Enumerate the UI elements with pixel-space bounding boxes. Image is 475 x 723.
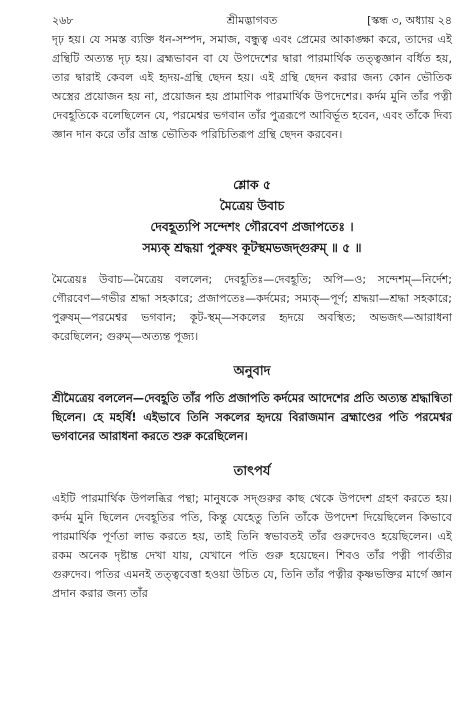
purport-heading: তাৎপর্য: [233, 464, 271, 479]
translation-text: শ্রীমৈত্রেয় বললেন—দেবহূতি তাঁর পতি প্রজাপতি কর্দমের আদেশের প্রতি অত্যন্ত শ্রদ্ধান্বিতা ছিলেন। হে মহর্ষি! এইভাবে তিনি সকলের হৃদয়ে বিরাজমান ব্রহ্মাণ্ডের পতি পরমেশ্বর ভগবানের আরাধনা করতে শুরু করেছিলেন।: [52, 392, 452, 443]
verse-heading: শ্লোক ৫: [233, 177, 271, 192]
book-title: শ্রীমদ্ভাগবত: [226, 14, 278, 27]
purport-text: এইটি পারমার্থিক উপলব্ধির পন্থা; মানুষকে সদ্গুরুর কাছ থেকে উপদেশ গ্রহণ করতে হয়। কর্দম মুনি ছিলেন দেবহূতির পতি, কিন্তু যেহেতু তিনি তাঁকে উপদেশ দিয়েছিলেন কিভাবে পারমার্থিক পূর্ণতা লাভ করতে হয়, তাই তিনি স্বভাবতই তাঁর গুরুদেবও হয়েছিলেন। এই রকম অনেক দৃষ্টান্ত দেখা যায়, যেখানে পতি গুরু হয়েছেন। শিবও তাঁর পত্নী পার্বতীর গুরুদেব। পতির এমনই তত্ত্ববেত্তা হওয়া উচিত যে, তিনি তাঁর পত্নীর কৃষ্ণভক্তির মার্গে জ্ঞান প্রদান করার জন্য তাঁর: [52, 492, 452, 600]
verse-block: [52, 174, 452, 258]
intro-paragraph: দৃঢ় হয়। যে সমস্ত ব্যক্তি ধন-সম্পদ, সমাজ, বন্ধুত্ব এবং প্রেমের আকাঙ্ক্ষা করে, তাদের এই গ্রন্থিটি অত্যন্ত দৃঢ় হয়। ব্রহ্মভাবন বা যে উপদেশের দ্বারা পারমার্থিক তত্ত্বজ্ঞান বর্ধিত হয়, তার দ্বারাই কেবল এই হৃদয়-গ্রন্থি ছেদন হয়। এই গ্রন্থি ছেদন করার জন্য কোন ভৌতিক অস্ত্রের প্রয়োজন হয় না, প্রয়োজন হয় প্রামাণিক পারমার্থিক উপদেশের। কর্দম মুনি তাঁর পত্নী দেবহূতিকে বলেছিলেন যে, পরমেশ্বর ভগবান তাঁর পুত্ররূপে আবির্ভূত হবেন, এবং তাঁকে দিব্য জ্ঞান দান করে তাঁর ভ্রান্ত ভৌতিক পরিচিতিরূপ গ্রন্থি ছেদন করবেন।: [52, 33, 452, 141]
page-number: ২৬৮: [52, 14, 74, 27]
synonyms: মৈত্রেয়ঃ উবাচ—মৈত্রেয় বললেন; দেবহূতিঃ—দেবহূতি; অপি—ও; সন্দেশম্—নির্দেশ; গৌরবেণ—গভীর শ্রদ্ধা সহকারে; প্রজাপতেঃ—কর্দমের; সম্যক্—পূর্ণ; শ্রদ্ধয়া—শ্রদ্ধা সহকারে; পুরুষম্—পরমেশ্বর ভগবান; কূট-স্থম্—সকলের হৃদয়ে অবস্থিত; অভজৎ—আরাধনা করেছিলেন; গুরুম্—অত্যন্ত পূজ্য।: [52, 273, 452, 343]
verse-line: সম্যক্ শ্রদ্ধয়া পুরুষং কূটস্থমভজদ্গুরুম্ ॥ ৫ ॥: [142, 240, 362, 255]
verse-line: দেবহূত্যপি সন্দেশং গৌরবেণ প্রজাপতেঃ ।: [150, 219, 354, 234]
chapter-reference: [স্কন্ধ ৩, অধ্যায় ২৪: [367, 14, 452, 27]
verse-line: মৈত্রেয় উবাচ: [219, 198, 285, 213]
book-page: [52, 10, 452, 603]
page-header: [52, 10, 452, 30]
translation-heading: অনুবাদ: [233, 364, 271, 379]
